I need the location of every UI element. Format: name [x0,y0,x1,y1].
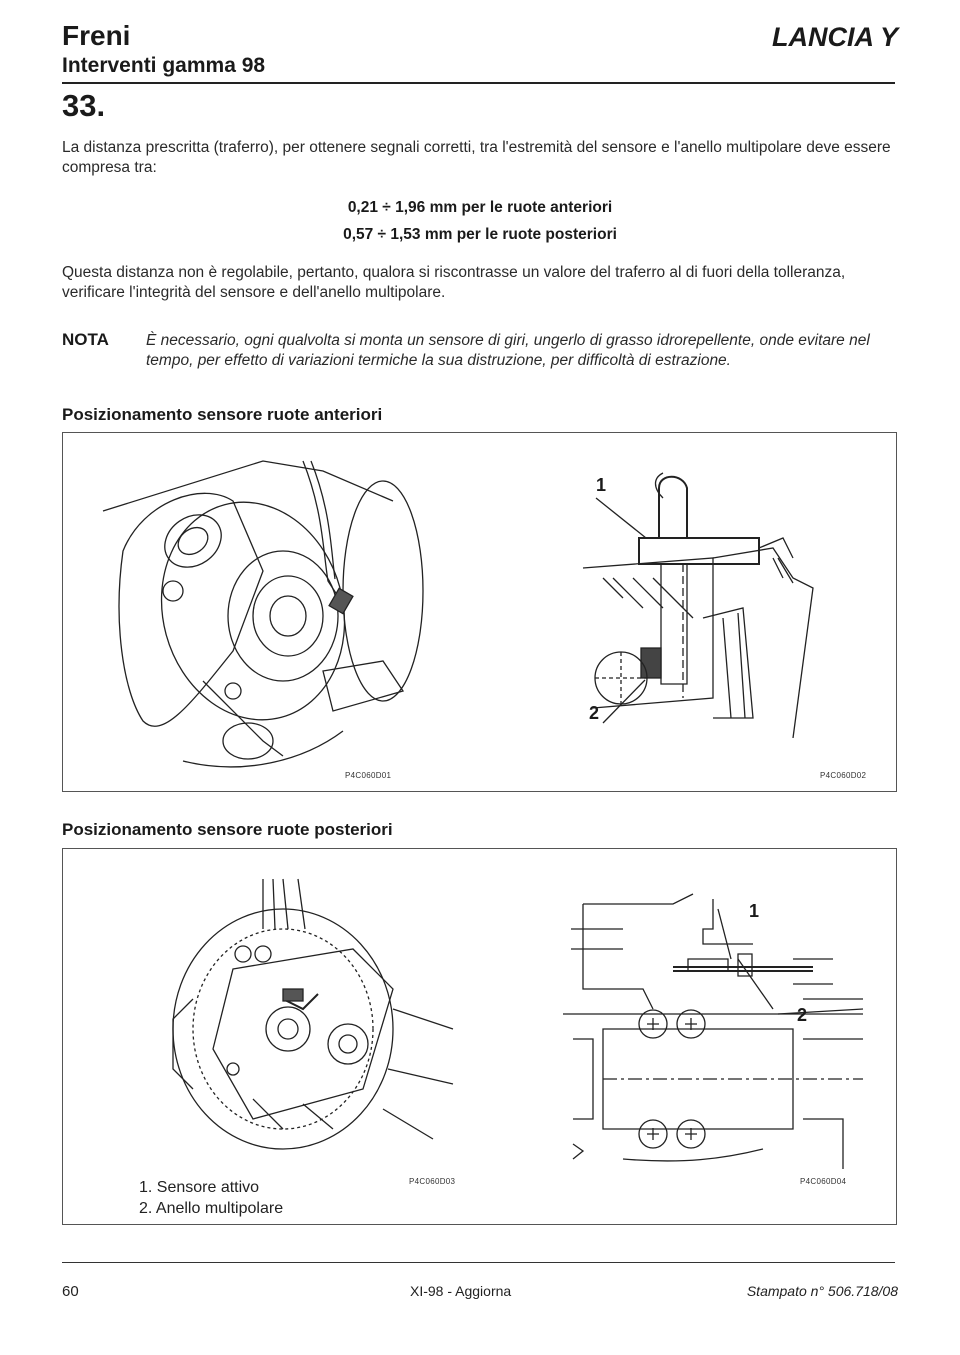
figure-rear-box [62,848,897,1225]
callout-1-rear: 1 [749,901,760,921]
section-number: 33. [62,88,106,123]
figure-code-d02: P4C060D02 [820,771,867,780]
callout-2-front: 2 [589,703,600,723]
body-paragraph: Questa distanza non è regolabile, pertanto, qualora si riscontrasse un valore del traferro al di fuori della tolleranza, verificare l'integrità del sensore e dell'anello multipolare. [62,264,846,301]
front-sensor-section [563,468,833,738]
section-title: Freni [62,20,131,51]
rear-sensor-section [563,889,873,1179]
callout-2-rear: 2 [797,1005,808,1025]
rear-hub-illustration [133,869,463,1159]
brand-label: LANCIA Y [771,22,898,52]
spec-rear: 0,57 ÷ 1,53 mm per le ruote posteriori [343,226,617,243]
figure-code-d03: P4C060D03 [409,1177,456,1186]
footer-rule [62,1262,895,1263]
print-number: Stampato n° 506.718/08 [746,1283,898,1299]
section-subtitle: Interventi gamma 98 [62,54,266,77]
figure-rear-title: Posizionamento sensore ruote posteriori [62,820,393,839]
callout-1-front: 1 [596,475,607,495]
nota-text: È necessario, ogni qualvolta si monta un sensore di giri, ungerlo di grasso idrorepellente, onde evitare nel tempo, per effetto di variazioni termiche la sua distruzione, per difficoltà di estrazione. [146,332,870,369]
page-number: 60 [62,1283,79,1300]
legend-item-2: 2. Anello multipolare [139,1200,284,1217]
figure-code-d04: P4C060D04 [800,1177,847,1186]
front-hub-illustration [83,441,443,781]
intro-paragraph: La distanza prescritta (traferro), per ottenere segnali corretti, tra l'estremità del sensore e l'anello multipolare deve essere compresa tra: [62,139,891,176]
figure-front-box [62,432,897,792]
header-rule [62,82,895,84]
figure-code-d01: P4C060D01 [345,771,392,780]
spec-front: 0,21 ÷ 1,96 mm per le ruote anteriori [347,199,613,216]
figure-front-title: Posizionamento sensore ruote anteriori [62,405,383,424]
edition-label: XI-98 - Aggiorna [410,1283,512,1299]
legend-item-1: 1. Sensore attivo [139,1179,260,1196]
nota-label: NOTA [62,330,109,349]
